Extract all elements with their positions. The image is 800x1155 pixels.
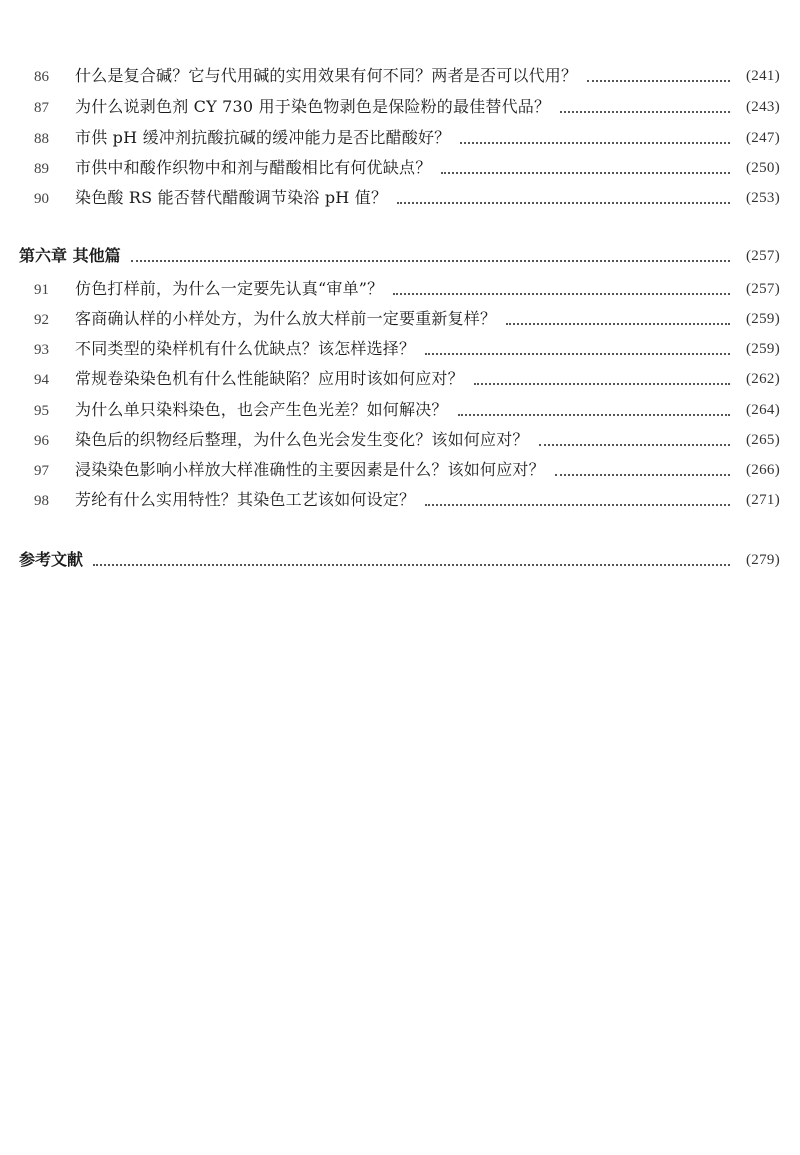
- entry-title: 市供 pH 缓冲剂抗酸抗碱的缓冲能力是否比醋酸好？: [75, 127, 454, 149]
- entry-number: 90: [34, 191, 49, 207]
- entry-number: 97: [34, 463, 49, 479]
- entry-title: 常规卷染染色机有什么性能缺陷？应用时该如何应对？: [75, 368, 468, 390]
- entry-page: (257): [746, 281, 780, 297]
- entry-number: 94: [34, 372, 49, 388]
- chapter-heading: [0, 243, 800, 271]
- entry-title: 市供中和酸作织物中和剂与醋酸相比有何优缺点？: [75, 157, 435, 179]
- dot-leader: [460, 142, 730, 144]
- entry-number: 87: [34, 100, 49, 116]
- toc-entry: [0, 366, 800, 394]
- entry-title: 仿色打样前，为什么一定要先认真“审单”？: [75, 278, 387, 300]
- entry-title: 为什么说剥色剂 CY 730 用于染色物剥色是保险粉的最佳替代品？: [75, 96, 554, 118]
- entry-number: 91: [34, 282, 49, 298]
- entry-title: 芳纶有什么实用特性？其染色工艺该如何设定？: [75, 489, 419, 511]
- toc-entry: [0, 185, 800, 213]
- toc-entry: [0, 397, 800, 425]
- entry-number: 89: [34, 161, 49, 177]
- chapter-title: 第六章 其他篇: [19, 245, 125, 267]
- entry-page: (241): [746, 68, 780, 84]
- references-heading: [0, 547, 800, 575]
- entry-title: 染色后的织物经后整理，为什么色光会发生变化？该如何应对？: [75, 429, 533, 451]
- dot-leader: [506, 323, 730, 325]
- entry-page: (265): [746, 432, 780, 448]
- entry-page: (253): [746, 190, 780, 206]
- entry-title: 客商确认样的小样处方，为什么放大样前一定要重新复样？: [75, 308, 500, 330]
- dot-leader: [393, 293, 730, 295]
- dot-leader: [555, 474, 730, 476]
- entry-page: (247): [746, 130, 780, 146]
- references-title: 参考文献: [19, 549, 87, 571]
- entry-title: 什么是复合碱？它与代用碱的实用效果有何不同？两者是否可以代用？: [75, 65, 581, 87]
- entry-title: 染色酸 RS 能否替代醋酸调节染浴 pH 值？: [75, 187, 391, 209]
- dot-leader: [441, 172, 730, 174]
- entry-number: 92: [34, 312, 49, 328]
- entry-page: (259): [746, 311, 780, 327]
- entry-number: 95: [34, 403, 49, 419]
- toc-entry: [0, 487, 800, 515]
- toc-entry: [0, 336, 800, 364]
- dot-leader: [587, 80, 730, 82]
- entry-title: 不同类型的染样机有什么优缺点？该怎样选择？: [75, 338, 419, 360]
- toc-entry: [0, 125, 800, 153]
- dot-leader: [425, 353, 730, 355]
- dot-leader: [458, 414, 730, 416]
- toc-entry: [0, 427, 800, 455]
- toc-entry: [0, 94, 800, 122]
- entry-page: (264): [746, 402, 780, 418]
- entry-page: (250): [746, 160, 780, 176]
- entry-number: 88: [34, 131, 49, 147]
- dot-leader: [560, 111, 730, 113]
- dot-leader: [397, 202, 730, 204]
- dot-leader: [474, 383, 730, 385]
- toc-entry: [0, 63, 800, 91]
- entry-number: 98: [34, 493, 49, 509]
- toc-entry: [0, 276, 800, 304]
- toc-entry: [0, 306, 800, 334]
- entry-page: (243): [746, 99, 780, 115]
- entry-number: 86: [34, 69, 49, 85]
- entry-page: (266): [746, 462, 780, 478]
- entry-page: (262): [746, 371, 780, 387]
- dot-leader: [131, 260, 730, 262]
- entry-page: (271): [746, 492, 780, 508]
- toc-entry: [0, 155, 800, 183]
- dot-leader: [539, 444, 730, 446]
- entry-number: 93: [34, 342, 49, 358]
- entry-title: 为什么单只染料染色，也会产生色光差？如何解决？: [75, 399, 452, 421]
- references-page: (279): [746, 552, 780, 568]
- dot-leader: [425, 504, 730, 506]
- dot-leader: [93, 564, 730, 566]
- entry-number: 96: [34, 433, 49, 449]
- toc-entry: [0, 457, 800, 485]
- entry-page: (259): [746, 341, 780, 357]
- chapter-page: (257): [746, 248, 780, 264]
- entry-title: 浸染染色影响小样放大样准确性的主要因素是什么？该如何应对？: [75, 459, 549, 481]
